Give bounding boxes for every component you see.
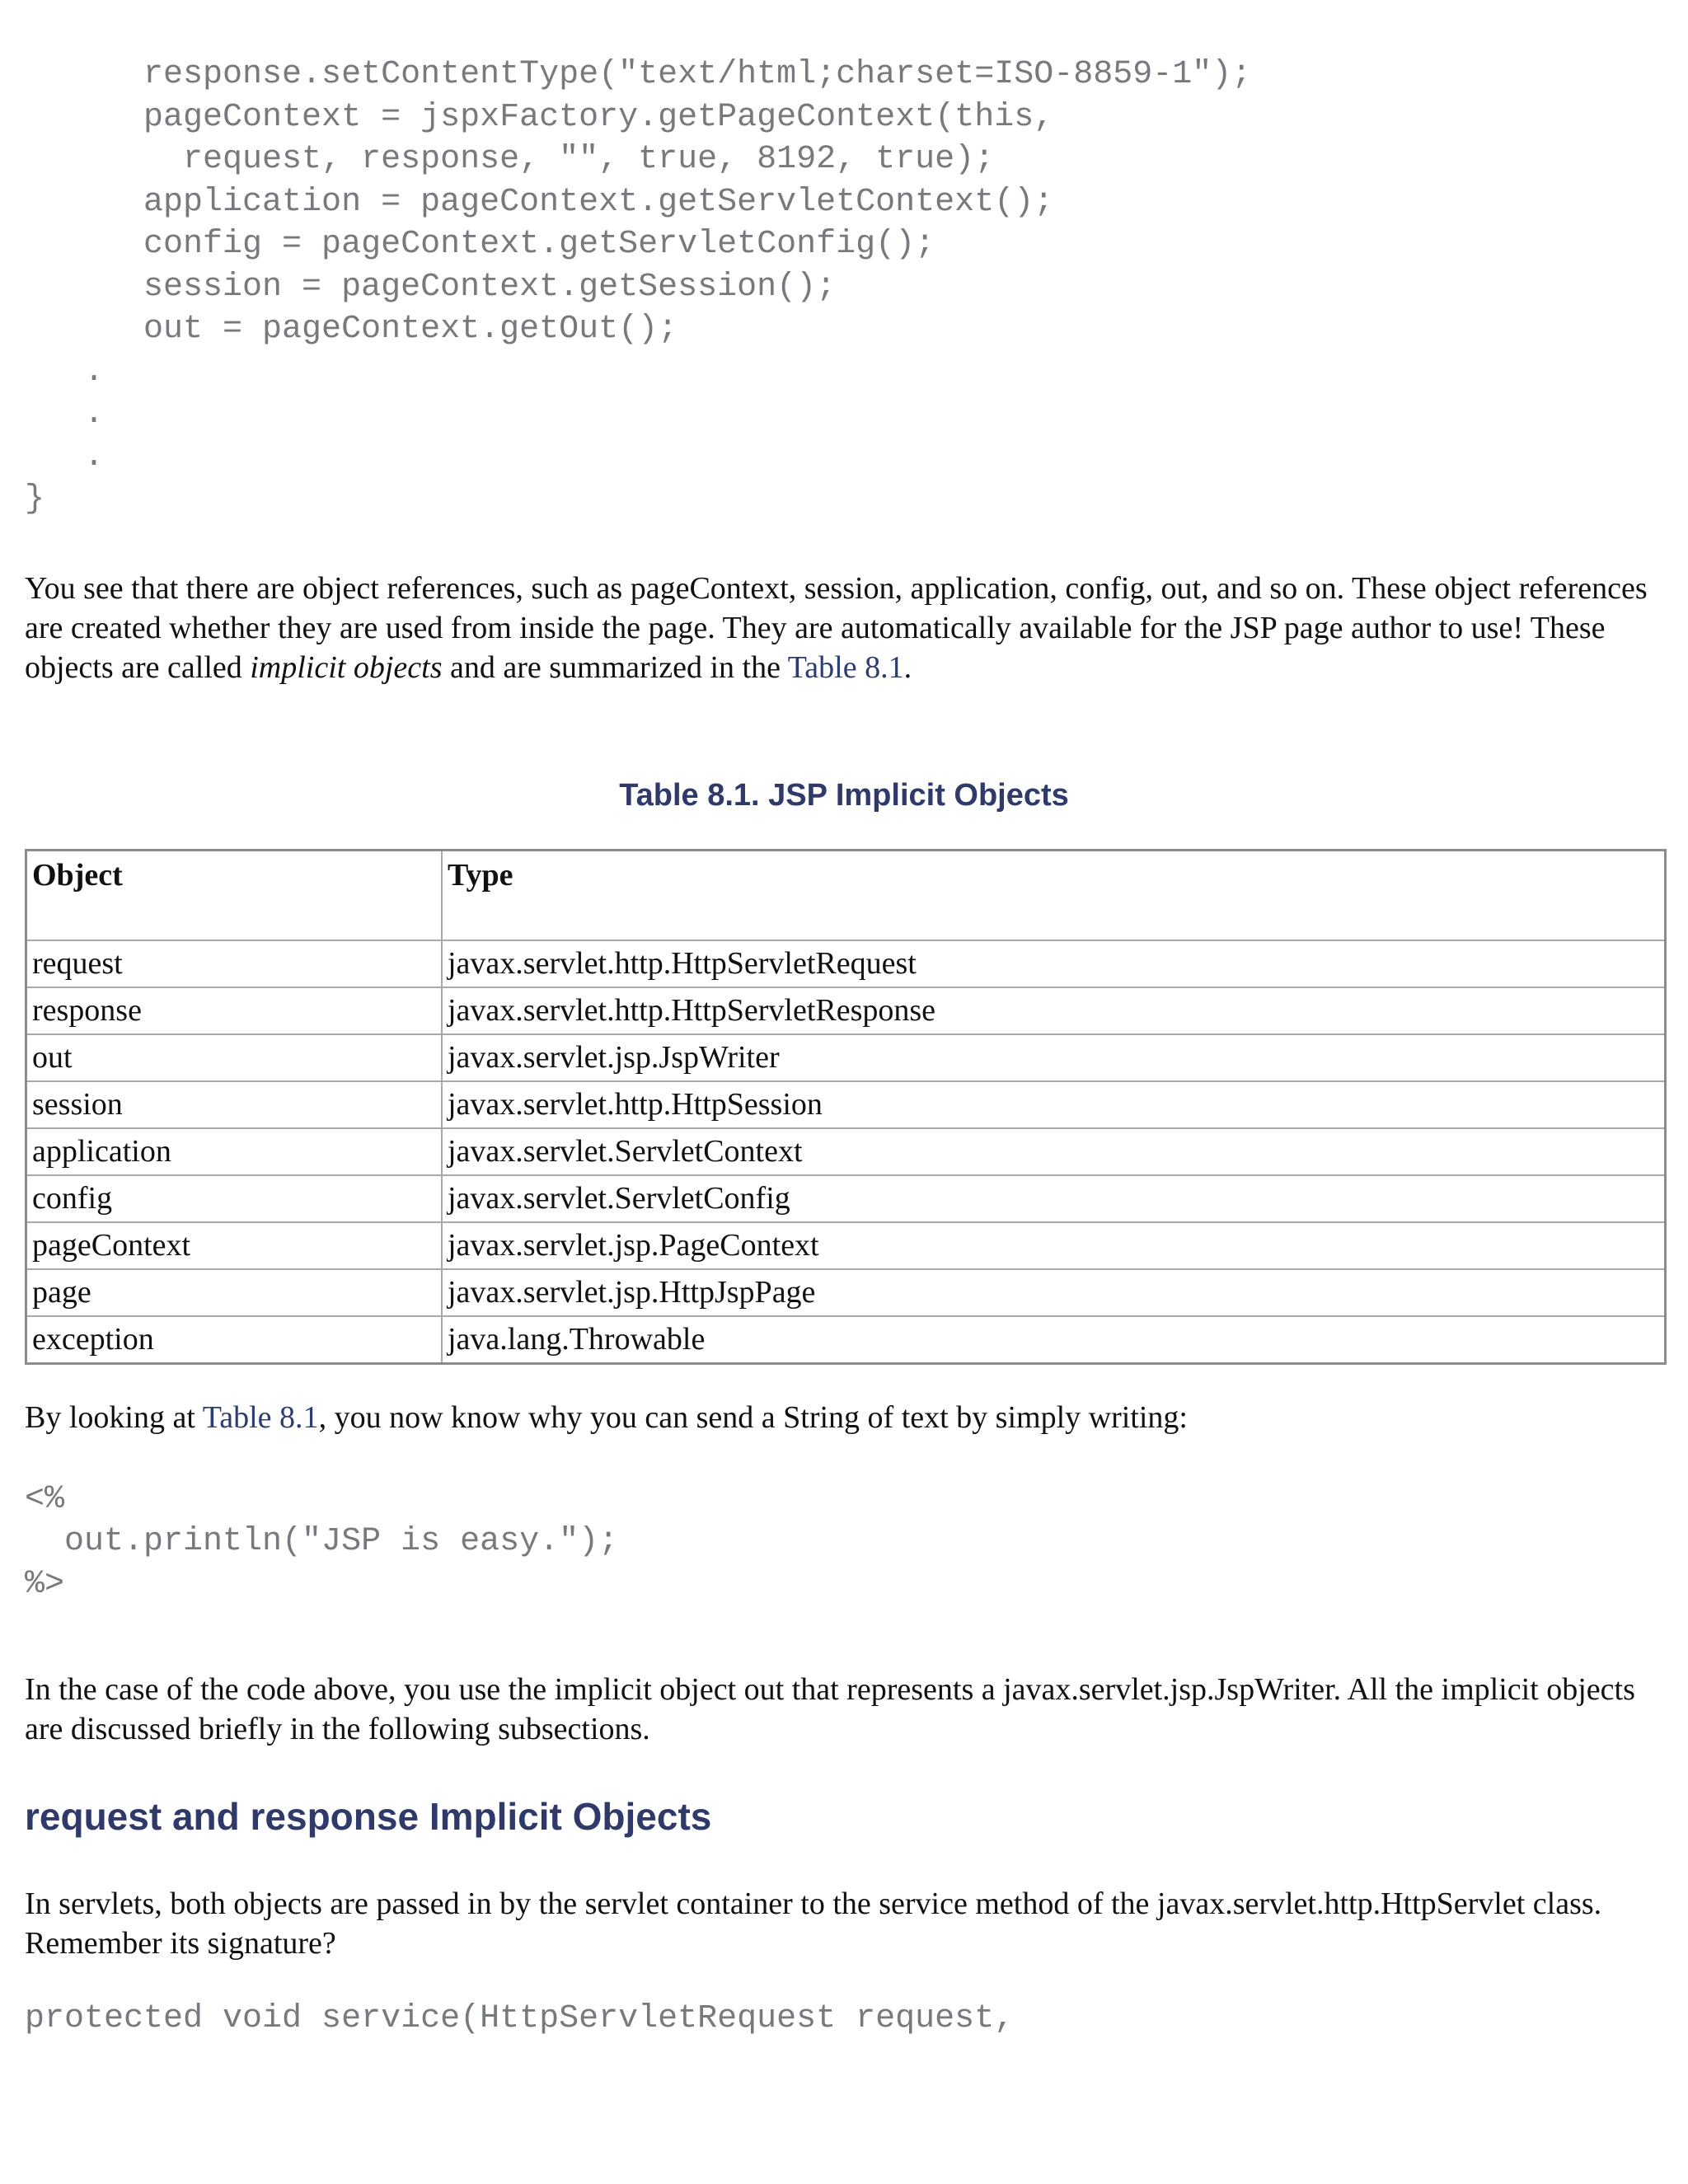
cell-type: javax.servlet.jsp.PageContext (442, 1222, 1666, 1269)
paragraph-text: . (903, 649, 912, 685)
emphasis-text: implicit objects (250, 649, 443, 685)
code-line: response.setContentType("text/html;charset=ISO-8859-1"); (25, 56, 1252, 93)
cell-object: session (26, 1081, 443, 1128)
table-row (26, 940, 1666, 987)
code-line: . (25, 353, 105, 391)
table-row (26, 1316, 1666, 1364)
paragraph-implicit-objects-intro (25, 569, 1663, 687)
cell-type: javax.servlet.ServletContext (442, 1128, 1666, 1175)
cell-object: exception (26, 1316, 443, 1364)
paragraph-text: You see that there are object references, such as pageContext, session, application, config, out, and so on. These object references are created whether they are used from inside the page. They are automatically available for the JSP page author to use! These objects are called (25, 570, 1648, 685)
code-line: application = pageContext.getServletContext(); (25, 183, 1054, 221)
table-reference-link[interactable]: Table 8.1 (787, 649, 904, 685)
cell-type: javax.servlet.jsp.HttpJspPage (442, 1269, 1666, 1316)
code-block-jsp-service (25, 0, 1663, 521)
paragraph-text: and are summarized in the (442, 649, 788, 685)
table-caption: Table 8.1. JSP Implicit Objects (619, 777, 1069, 813)
code-line: } (25, 480, 45, 518)
cell-type: java.lang.Throwable (442, 1316, 1666, 1364)
cell-type: javax.servlet.jsp.JspWriter (442, 1034, 1666, 1081)
code-line: protected void service(HttpServletRequest request, (25, 2000, 1015, 2037)
cell-object: config (26, 1175, 443, 1222)
code-line: config = pageContext.getServletConfig(); (25, 226, 935, 263)
table-row (26, 1034, 1666, 1081)
code-line: request, response, "", true, 8192, true); (25, 141, 995, 178)
code-line: . (25, 438, 105, 476)
paragraph-text: , you now know why you can send a String of text by simply writing: (318, 1399, 1188, 1435)
cell-object: out (26, 1034, 443, 1081)
table-row (26, 1081, 1666, 1128)
paragraph-text: By looking at (25, 1399, 203, 1435)
code-line: out.println("JSP is easy."); (25, 1523, 619, 1560)
implicit-objects-table (25, 849, 1667, 1365)
table-reference-link[interactable]: Table 8.1 (202, 1399, 319, 1435)
cell-type: javax.servlet.http.HttpSession (442, 1081, 1666, 1128)
cell-type: javax.servlet.http.HttpServletResponse (442, 987, 1666, 1034)
cell-type: javax.servlet.ServletConfig (442, 1175, 1666, 1222)
table-row (26, 987, 1666, 1034)
cell-object: response (26, 987, 443, 1034)
cell-object: pageContext (26, 1222, 443, 1269)
paragraph-servlet-service: In servlets, both objects are passed in by the servlet container to the service method of the javax.servlet.http.HttpServlet class. Remember its signature? (25, 1886, 1602, 1961)
paragraph-out-explanation: In the case of the code above, you use the implicit object out that represents a javax.servlet.jsp.JspWriter. All the implicit objects are discussed briefly in the following subsections. (25, 1672, 1635, 1746)
table-row (26, 1222, 1666, 1269)
header-object: Object (26, 850, 443, 940)
cell-object: request (26, 940, 443, 987)
code-line: <% (25, 1480, 65, 1518)
code-line: session = pageContext.getSession(); (25, 268, 837, 306)
code-block-out-println (25, 1479, 1663, 1606)
table-row (26, 1175, 1666, 1222)
code-line: out = pageContext.getOut(); (25, 311, 678, 348)
header-type: Type (442, 850, 1666, 940)
paragraph-table-reference (25, 1398, 1663, 1437)
cell-type: javax.servlet.http.HttpServletRequest (442, 940, 1666, 987)
code-block-service-signature (25, 1998, 1663, 2041)
section-heading: request and response Implicit Objects (25, 1795, 712, 1838)
cell-object: page (26, 1269, 443, 1316)
table-row (26, 1128, 1666, 1175)
code-line: pageContext = jspxFactory.getPageContext(this, (25, 98, 1054, 136)
table-row (26, 1269, 1666, 1316)
code-line: %> (25, 1565, 65, 1603)
cell-object: application (26, 1128, 443, 1175)
table-header-row (26, 850, 1666, 940)
code-line: . (25, 396, 105, 433)
